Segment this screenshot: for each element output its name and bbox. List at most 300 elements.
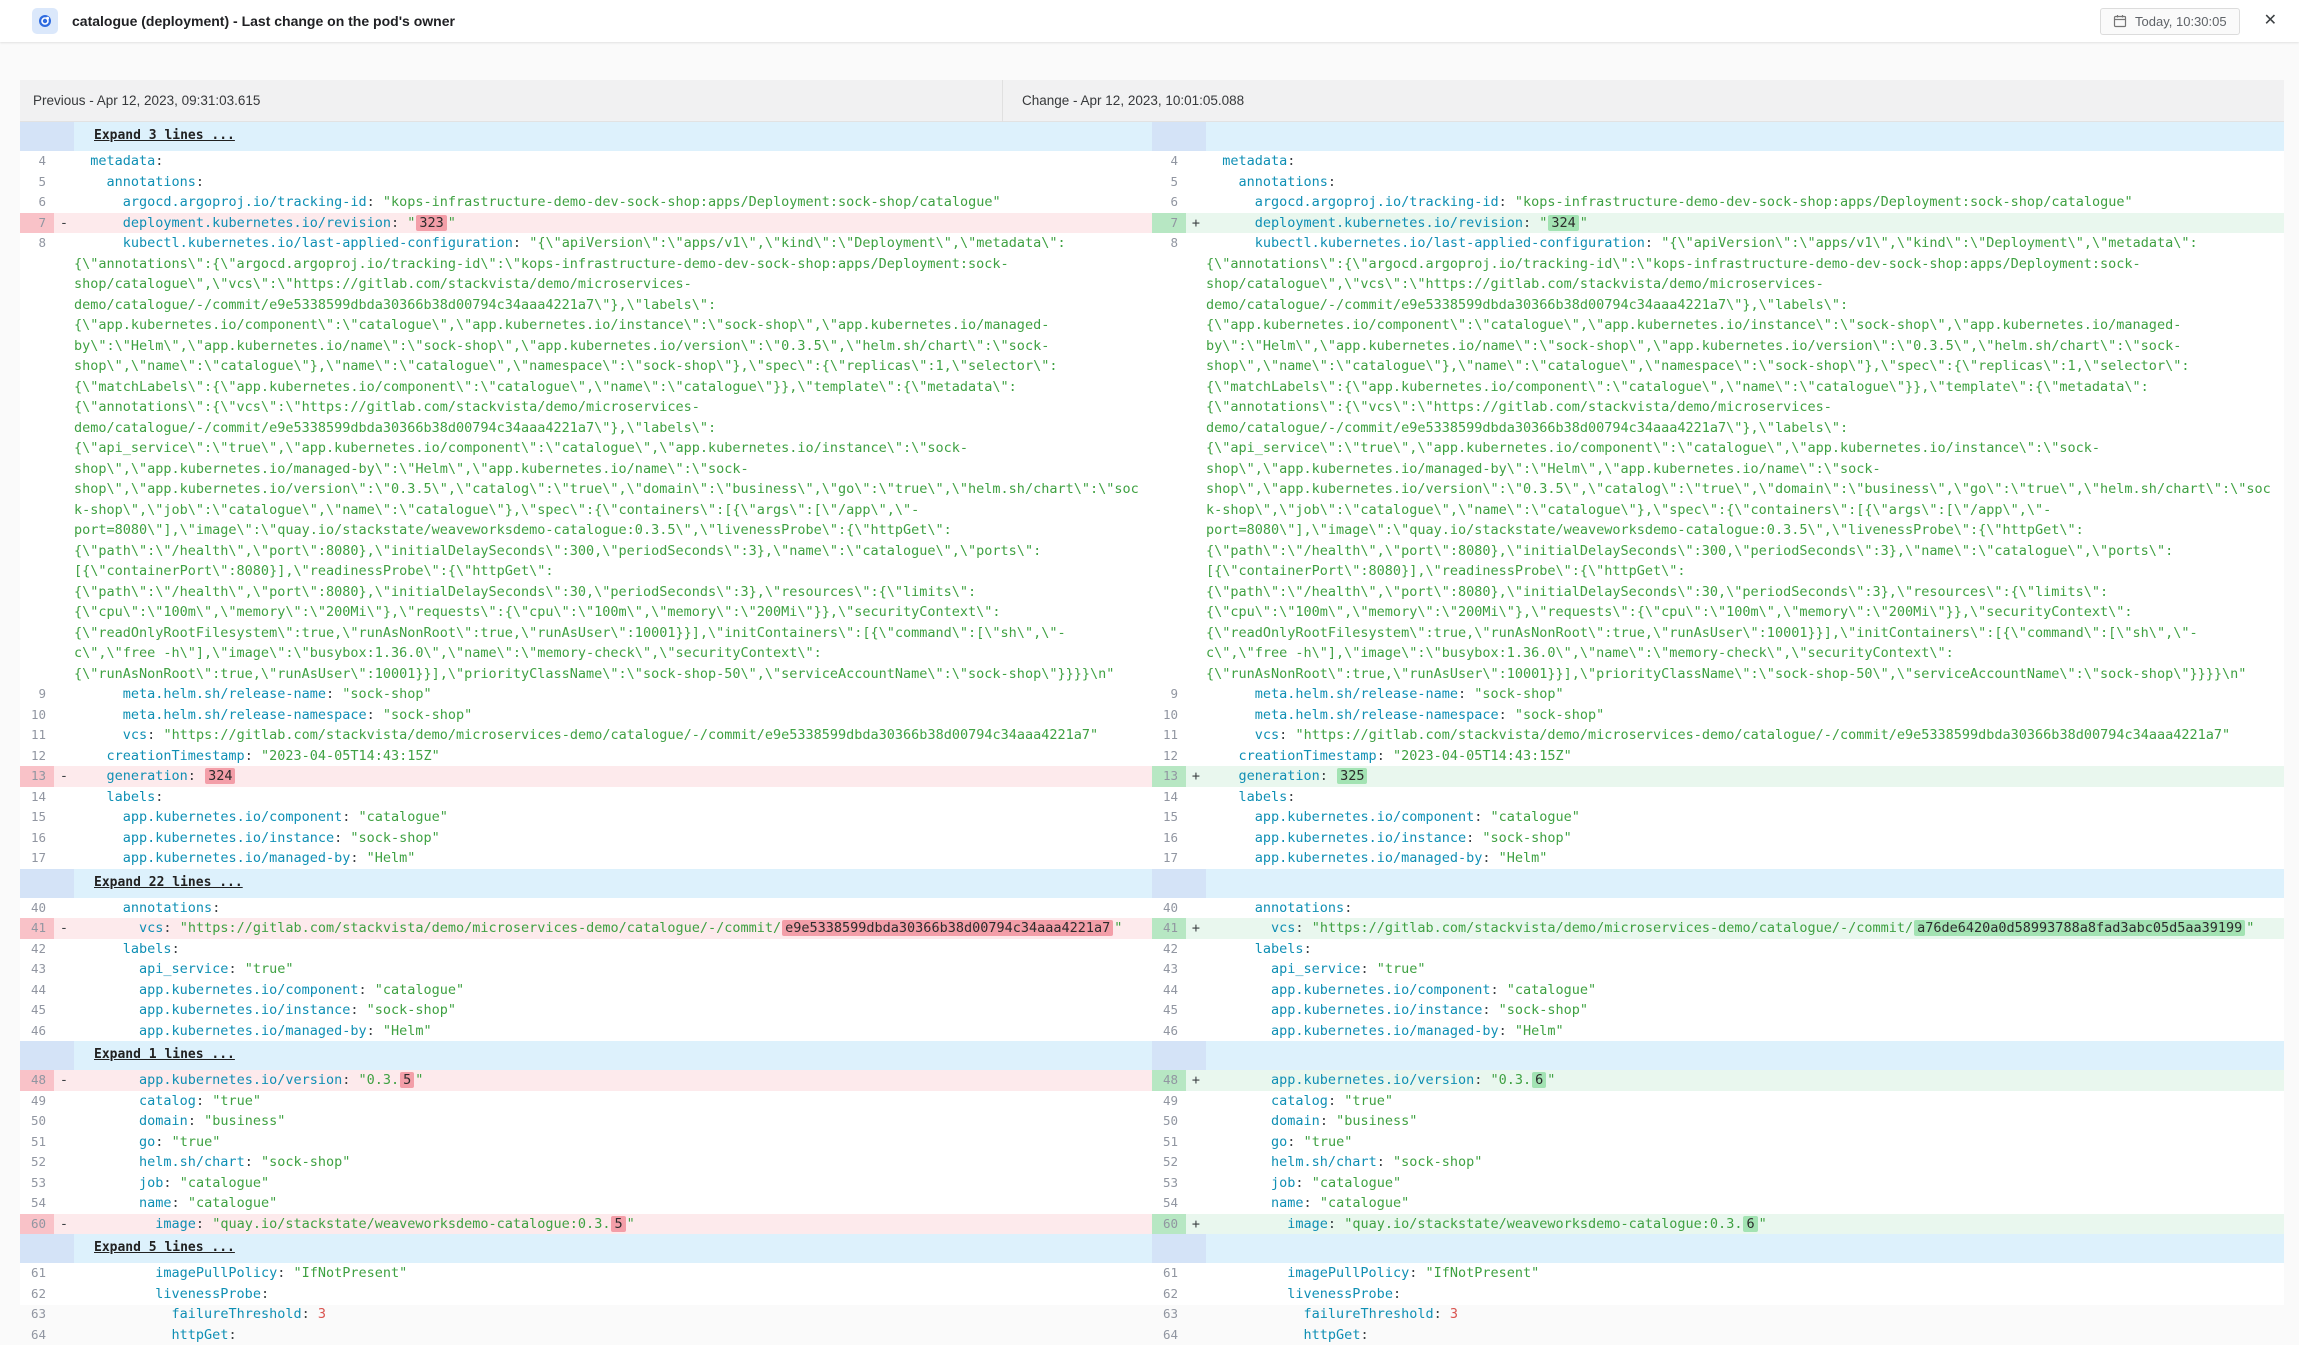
diff-marker xyxy=(1186,705,1206,726)
line-number: 52 xyxy=(20,1152,54,1173)
previous-version-title: Previous - Apr 12, 2023, 09:31:03.615 xyxy=(33,80,260,122)
diff-row xyxy=(20,766,2284,787)
diff-row xyxy=(20,828,2284,849)
context-line xyxy=(20,684,1152,705)
diff-marker xyxy=(1186,192,1206,213)
context-line xyxy=(1152,233,2284,684)
code-line: catalog: "true" xyxy=(74,1091,1152,1112)
diff-highlight: 6 xyxy=(1532,1072,1546,1088)
diff-highlight: 324 xyxy=(1548,215,1578,231)
line-number: 40 xyxy=(20,898,54,919)
diff-marker xyxy=(1186,787,1206,808)
expand-left-half xyxy=(74,1041,1152,1070)
code-line: annotations: xyxy=(1206,172,2284,193)
expand-lines-link[interactable]: Expand 5 lines ... xyxy=(94,1238,235,1259)
context-line xyxy=(20,980,1152,1001)
titles-divider xyxy=(1002,80,1003,122)
diff-row xyxy=(20,1284,2284,1305)
diff-row xyxy=(20,1263,2284,1284)
close-icon[interactable]: ✕ xyxy=(2258,9,2283,33)
time-picker-label: Today, 10:30:05 xyxy=(2135,14,2227,29)
code-line: imagePullPolicy: "IfNotPresent" xyxy=(1206,1263,2284,1284)
context-line xyxy=(1152,787,2284,808)
modal-title: catalogue (deployment) - Last change on the pod's owner xyxy=(72,13,455,29)
diff-highlight: 323 xyxy=(416,215,446,231)
diff-marker xyxy=(54,705,74,726)
code-line: go: "true" xyxy=(74,1132,1152,1153)
code-line: vcs: "https://gitlab.com/stackvista/demo/microservices-demo/catalogue/-/commit/ a76de6420a0d58993788a8fad3abc05d5aa39199 " xyxy=(1206,918,2284,939)
line-number: 12 xyxy=(1152,746,1186,767)
code-line: generation: 325 xyxy=(1206,766,2284,787)
line-number: 42 xyxy=(20,939,54,960)
line-number: 13 xyxy=(1152,766,1186,787)
context-line xyxy=(20,1132,1152,1153)
line-number: 53 xyxy=(20,1173,54,1194)
diff-marker xyxy=(1186,233,1206,684)
context-line xyxy=(1152,151,2284,172)
code-line: app.kubernetes.io/managed-by: "Helm" xyxy=(1206,848,2284,869)
code-line: deployment.kubernetes.io/revision: " 324 " xyxy=(1206,213,2284,234)
diff-marker xyxy=(54,848,74,869)
diff-row xyxy=(20,1070,2284,1091)
diff-row xyxy=(20,1304,2284,1325)
code-line: job: "catalogue" xyxy=(74,1173,1152,1194)
context-line xyxy=(1152,1263,2284,1284)
stackstate-logo-icon xyxy=(32,8,58,34)
code-line: app.kubernetes.io/component: "catalogue" xyxy=(74,980,1152,1001)
expand-left-half xyxy=(74,869,1152,898)
diff-marker xyxy=(54,787,74,808)
diff-marker: + xyxy=(1186,766,1206,787)
diff-marker xyxy=(54,1325,74,1345)
context-line xyxy=(20,1304,1152,1325)
context-line xyxy=(20,746,1152,767)
diff-marker xyxy=(1186,1325,1206,1345)
diff-marker xyxy=(54,807,74,828)
code-line: metadata: xyxy=(1206,151,2284,172)
code-line: meta.helm.sh/release-name: "sock-shop" xyxy=(74,684,1152,705)
diff-marker xyxy=(1186,151,1206,172)
code-line: app.kubernetes.io/component: "catalogue" xyxy=(1206,980,2284,1001)
diff-row xyxy=(20,233,2284,684)
diff-marker: - xyxy=(54,213,74,234)
diff-marker xyxy=(54,1284,74,1305)
diff-row xyxy=(20,1091,2284,1112)
code-line: app.kubernetes.io/version: "0.3. 5 " xyxy=(74,1070,1152,1091)
context-line xyxy=(1152,939,2284,960)
expand-lines-link[interactable]: Expand 3 lines ... xyxy=(94,126,235,147)
code-line: catalog: "true" xyxy=(1206,1091,2284,1112)
diff-marker xyxy=(54,1091,74,1112)
diff-marker xyxy=(1186,828,1206,849)
code-line: domain: "business" xyxy=(1206,1111,2284,1132)
diff-marker xyxy=(1186,1111,1206,1132)
code-line: job: "catalogue" xyxy=(1206,1173,2284,1194)
context-line xyxy=(1152,1173,2284,1194)
context-line xyxy=(20,898,1152,919)
context-line xyxy=(1152,746,2284,767)
diff-row xyxy=(20,787,2284,808)
diff-marker xyxy=(54,1132,74,1153)
diff-titles-bar xyxy=(20,80,2284,122)
expand-row xyxy=(20,869,2284,898)
line-number: 43 xyxy=(1152,959,1186,980)
diff-marker xyxy=(1186,1193,1206,1214)
code-line: labels: xyxy=(74,787,1152,808)
code-line: app.kubernetes.io/instance: "sock-shop" xyxy=(1206,1000,2284,1021)
added-line xyxy=(1152,1070,2284,1091)
diff-highlight: a76de6420a0d58993788a8fad3abc05d5aa39199 xyxy=(1914,920,2245,936)
code-line: failureThreshold: 3 xyxy=(1206,1304,2284,1325)
diff-row xyxy=(20,705,2284,726)
diff-highlight: 325 xyxy=(1337,768,1367,784)
code-line: meta.helm.sh/release-namespace: "sock-shop" xyxy=(74,705,1152,726)
context-line xyxy=(20,828,1152,849)
expand-left-half xyxy=(74,122,1152,151)
diff-marker: - xyxy=(54,918,74,939)
line-number: 46 xyxy=(20,1021,54,1042)
expand-row xyxy=(20,1234,2284,1263)
removed-line xyxy=(20,1214,1152,1235)
code-line: creationTimestamp: "2023-04-05T14:43:15Z" xyxy=(74,746,1152,767)
modal-header xyxy=(0,0,2299,42)
line-number: 15 xyxy=(20,807,54,828)
expand-gutter xyxy=(20,122,74,151)
diff-row xyxy=(20,1173,2284,1194)
line-number: 60 xyxy=(20,1214,54,1235)
diff-marker xyxy=(54,828,74,849)
context-line xyxy=(1152,172,2284,193)
expand-gutter xyxy=(20,1234,74,1263)
line-number: 51 xyxy=(1152,1132,1186,1153)
diff-row xyxy=(20,939,2284,960)
removed-line xyxy=(20,918,1152,939)
line-number: 9 xyxy=(1152,684,1186,705)
code-line: app.kubernetes.io/managed-by: "Helm" xyxy=(1206,1021,2284,1042)
context-line xyxy=(1152,1091,2284,1112)
line-number: 4 xyxy=(20,151,54,172)
expand-lines-link[interactable]: Expand 1 lines ... xyxy=(94,1045,235,1066)
diff-row xyxy=(20,980,2284,1001)
code-line: api_service: "true" xyxy=(74,959,1152,980)
diff-marker xyxy=(1186,959,1206,980)
context-line xyxy=(1152,1111,2284,1132)
line-number: 44 xyxy=(1152,980,1186,1001)
code-line: app.kubernetes.io/instance: "sock-shop" xyxy=(74,1000,1152,1021)
code-line: annotations: xyxy=(74,172,1152,193)
code-line: name: "catalogue" xyxy=(74,1193,1152,1214)
line-number: 41 xyxy=(20,918,54,939)
line-number: 14 xyxy=(1152,787,1186,808)
line-number: 16 xyxy=(20,828,54,849)
diff-marker xyxy=(1186,1173,1206,1194)
expand-row xyxy=(20,122,2284,151)
line-number: 5 xyxy=(20,172,54,193)
line-number: 8 xyxy=(20,233,54,684)
line-number: 49 xyxy=(20,1091,54,1112)
code-line: livenessProbe: xyxy=(74,1284,1152,1305)
context-line xyxy=(20,1111,1152,1132)
diff-marker xyxy=(54,233,74,684)
added-line xyxy=(1152,1214,2284,1235)
diff-marker xyxy=(54,980,74,1001)
diff-marker xyxy=(54,1152,74,1173)
expand-lines-link[interactable]: Expand 22 lines ... xyxy=(94,873,243,894)
line-number: 16 xyxy=(1152,828,1186,849)
diff-row xyxy=(20,898,2284,919)
context-line xyxy=(1152,1325,2284,1345)
diff-marker xyxy=(1186,746,1206,767)
diff-marker xyxy=(1186,980,1206,1001)
expand-right-half xyxy=(1206,122,2284,151)
line-number: 61 xyxy=(20,1263,54,1284)
diff-marker xyxy=(1186,898,1206,919)
expand-row xyxy=(20,1041,2284,1070)
diff-marker xyxy=(54,939,74,960)
context-line xyxy=(1152,848,2284,869)
context-line xyxy=(20,725,1152,746)
diff-marker xyxy=(54,172,74,193)
diff-row xyxy=(20,848,2284,869)
diff-marker xyxy=(54,1173,74,1194)
code-line: generation: 324 xyxy=(74,766,1152,787)
context-line xyxy=(20,1152,1152,1173)
line-number: 44 xyxy=(20,980,54,1001)
diff-marker: + xyxy=(1186,1214,1206,1235)
line-number: 10 xyxy=(20,705,54,726)
code-line: kubectl.kubernetes.io/last-applied-configuration: "{\"apiVersion\":\"apps/v1\",\"kind\":\"Deployment\",\"metadata\":{\"annotations\":{\"argocd.argoproj.io/tracking-id\":\"kops-infrastructure-demo-dev-sock-shop:apps/Deployment:sock-shop/catalogue\",\"vcs\":\"https://gitlab.com/stackvista/demo/microservices-demo/catalogue/-/commit/e9e5338599dbda30366b38d00794c34aaa4221a7\"},\"labels\":{\"app.kubernetes.io/component\":\"catalogue\",\"app.kubernetes.io/instance\":\"sock-shop\",\"app.kubernetes.io/managed-by\":\"Helm\",\"app.kubernetes.io/name\":\"sock-shop\",\"app.kubernetes.io/version\":\"0.3.5\",\"helm.sh/chart\":\"sock-shop\",\"name\":\"catalogue\"},\"name\":\"catalogue\",\"namespace\":\"sock-shop\"},\"spec\":{\"replicas\":1,\"selector\":{\"matchLabels\":{\"app.kubernetes.io/component\":\"catalogue\",\"name\":\"catalogue\"}},\"template\":{\"metadata\":{\"annotations\":{\"vcs\":\"https://gitlab.com/stackvista/demo/microservices-demo/catalogue/-/commit/e9e5338599dbda30366b38d00794c34aaa4221a7\"},\"labels\":{\"api_service\":\"true\",\"app.kubernetes.io/component\":\"catalogue\",\"app.kubernetes.io/instance\":\"sock-shop\",\"app.kubernetes.io/managed-by\":\"Helm\",\"app.kubernetes.io/name\":\"sock-shop\",\"app.kubernetes.io/version\":\"0.3.5\",\"catalog\":\"true\",\"domain\":\"business\",\"go\":\"true\",\"helm.sh/chart\":\"sock-shop\",\"job\":\"catalogue\",\"name\":\"catalogue\"},\"spec\":{\"containers\":[{\"args\":[\"/app\",\"-port=8080\"],\"image\":\"quay.io/stackstate/weaveworksdemo-catalogue:0.3.5\",\"livenessProbe\":{\"httpGet\":{\"path\":\"/health\",\"port\":8080},\"initialDelaySeconds\":300,\"periodSeconds\":3},\"name\":\"catalogue\",\"ports\":[{\"containerPort\":8080}],\"readinessProbe\":{\"httpGet\":{\"path\":\"/health\",\"port\":8080},\"initialDelaySeconds\":30,\"periodSeconds\":3},\"resources\":{\"limits\":{\"cpu\":\"100m\",\"memory\":\"200Mi\"},\"requests\":{\"cpu\":\"100m\",\"memory\":\"200Mi\"}},\"securityContext\":{\"readOnlyRootFilesystem\":true,\"runAsNonRoot\":true,\"runAsUser\":10001}}],\"initContainers\":[{\"command\":[\"sh\",\"-c\",\"free -h\"],\"image\":\"busybox:1.36.0\",\"name\":\"memory-check\",\"securityContext\":{\"runAsNonRoot\":true,\"runAsUser\":10001}}],\"priorityClassName\":\"sock-shop-50\",\"serviceAccountName\":\"sock-shop\"}}}}\n" xyxy=(1206,233,2284,684)
context-line xyxy=(1152,828,2284,849)
line-number: 45 xyxy=(20,1000,54,1021)
context-line xyxy=(1152,1193,2284,1214)
diff-highlight: 5 xyxy=(611,1216,625,1232)
code-line: app.kubernetes.io/managed-by: "Helm" xyxy=(74,1021,1152,1042)
line-number: 62 xyxy=(20,1284,54,1305)
diff-row xyxy=(20,725,2284,746)
diff-row xyxy=(20,172,2284,193)
diff-card xyxy=(20,80,2284,1305)
code-line: labels: xyxy=(1206,939,2284,960)
code-line: meta.helm.sh/release-name: "sock-shop" xyxy=(1206,684,2284,705)
code-line: argocd.argoproj.io/tracking-id: "kops-infrastructure-demo-dev-sock-shop:apps/Deployment:sock-shop/catalogue" xyxy=(1206,192,2284,213)
expand-right-half xyxy=(1206,1041,2284,1070)
context-line xyxy=(20,1193,1152,1214)
diff-marker xyxy=(54,1193,74,1214)
diff-row xyxy=(20,1193,2284,1214)
code-line: app.kubernetes.io/component: "catalogue" xyxy=(74,807,1152,828)
diff-row xyxy=(20,1325,2284,1345)
diff-marker xyxy=(54,1263,74,1284)
diff-marker xyxy=(54,959,74,980)
diff-row xyxy=(20,1132,2284,1153)
context-line xyxy=(1152,1304,2284,1325)
code-line: image: "quay.io/stackstate/weaveworksdemo-catalogue:0.3. 5 " xyxy=(74,1214,1152,1235)
diff-marker xyxy=(54,151,74,172)
code-line: app.kubernetes.io/component: "catalogue" xyxy=(1206,807,2284,828)
diff-marker xyxy=(1186,1263,1206,1284)
diff-row xyxy=(20,918,2284,939)
context-line xyxy=(1152,1132,2284,1153)
line-number: 45 xyxy=(1152,1000,1186,1021)
diff-marker xyxy=(1186,1132,1206,1153)
context-line xyxy=(20,705,1152,726)
context-line xyxy=(1152,980,2284,1001)
diff-marker: + xyxy=(1186,213,1206,234)
diff-marker xyxy=(1186,172,1206,193)
context-line xyxy=(1152,959,2284,980)
code-line: livenessProbe: xyxy=(1206,1284,2284,1305)
diff-row xyxy=(20,959,2284,980)
calendar-icon xyxy=(2113,14,2127,28)
diff-marker xyxy=(1186,939,1206,960)
diff-row xyxy=(20,1152,2284,1173)
line-number: 54 xyxy=(1152,1193,1186,1214)
expand-right-half xyxy=(1206,869,2284,898)
line-number: 14 xyxy=(20,787,54,808)
context-line xyxy=(1152,898,2284,919)
context-line xyxy=(20,939,1152,960)
code-line: app.kubernetes.io/instance: "sock-shop" xyxy=(74,828,1152,849)
line-number: 42 xyxy=(1152,939,1186,960)
added-line xyxy=(1152,213,2284,234)
code-line: helm.sh/chart: "sock-shop" xyxy=(1206,1152,2284,1173)
line-number: 60 xyxy=(1152,1214,1186,1235)
diff-marker xyxy=(1186,1021,1206,1042)
diff-marker xyxy=(54,1021,74,1042)
diff-marker: - xyxy=(54,1070,74,1091)
code-line: go: "true" xyxy=(1206,1132,2284,1153)
code-line: app.kubernetes.io/version: "0.3. 6 " xyxy=(1206,1070,2284,1091)
context-line xyxy=(1152,1152,2284,1173)
code-line: helm.sh/chart: "sock-shop" xyxy=(74,1152,1152,1173)
code-line: image: "quay.io/stackstate/weaveworksdemo-catalogue:0.3. 6 " xyxy=(1206,1214,2284,1235)
code-line: failureThreshold: 3 xyxy=(74,1304,1152,1325)
line-number: 7 xyxy=(1152,213,1186,234)
diff-marker xyxy=(54,746,74,767)
context-line xyxy=(20,192,1152,213)
diff-marker xyxy=(1186,1091,1206,1112)
diff-row xyxy=(20,192,2284,213)
context-line xyxy=(20,1263,1152,1284)
diff-marker xyxy=(54,1000,74,1021)
line-number: 40 xyxy=(1152,898,1186,919)
context-line xyxy=(20,172,1152,193)
line-number: 53 xyxy=(1152,1173,1186,1194)
diff-marker xyxy=(1186,807,1206,828)
diff-row xyxy=(20,746,2284,767)
code-line: argocd.argoproj.io/tracking-id: "kops-infrastructure-demo-dev-sock-shop:apps/Deployment:sock-shop/catalogue" xyxy=(74,192,1152,213)
line-number: 43 xyxy=(20,959,54,980)
context-line xyxy=(20,787,1152,808)
diff-highlight: 5 xyxy=(400,1072,414,1088)
expand-gutter xyxy=(20,1041,74,1070)
code-line: metadata: xyxy=(74,151,1152,172)
code-line: vcs: "https://gitlab.com/stackvista/demo/microservices-demo/catalogue/-/commit/e9e5338599dbda30366b38d00794c34aaa4221a7" xyxy=(1206,725,2284,746)
code-line: httpGet: xyxy=(1206,1325,2284,1345)
expand-right-half xyxy=(1206,1234,2284,1263)
diff-marker: - xyxy=(54,766,74,787)
diff-marker xyxy=(1186,848,1206,869)
line-number: 41 xyxy=(1152,918,1186,939)
context-line xyxy=(20,1091,1152,1112)
line-number: 6 xyxy=(1152,192,1186,213)
diff-row xyxy=(20,1021,2284,1042)
code-line: app.kubernetes.io/instance: "sock-shop" xyxy=(1206,828,2284,849)
line-number: 49 xyxy=(1152,1091,1186,1112)
context-line xyxy=(1152,684,2284,705)
line-number: 51 xyxy=(20,1132,54,1153)
line-number: 54 xyxy=(20,1193,54,1214)
code-line: deployment.kubernetes.io/revision: " 323 " xyxy=(74,213,1152,234)
time-picker-button[interactable] xyxy=(2100,8,2240,35)
context-line xyxy=(20,959,1152,980)
line-number: 11 xyxy=(1152,725,1186,746)
code-line: labels: xyxy=(1206,787,2284,808)
code-line: app.kubernetes.io/managed-by: "Helm" xyxy=(74,848,1152,869)
expand-left-half xyxy=(74,1234,1152,1263)
line-number: 17 xyxy=(20,848,54,869)
code-line: name: "catalogue" xyxy=(1206,1193,2284,1214)
diff-marker xyxy=(1186,1284,1206,1305)
line-number: 12 xyxy=(20,746,54,767)
context-line xyxy=(1152,1284,2284,1305)
context-line xyxy=(20,1000,1152,1021)
diff-marker xyxy=(1186,1304,1206,1325)
code-line: vcs: "https://gitlab.com/stackvista/demo/microservices-demo/catalogue/-/commit/e9e5338599dbda30366b38d00794c34aaa4221a7" xyxy=(74,725,1152,746)
diff-marker xyxy=(54,1111,74,1132)
diff-marker xyxy=(1186,684,1206,705)
line-number: 8 xyxy=(1152,233,1186,684)
diff-marker xyxy=(54,192,74,213)
line-number: 11 xyxy=(20,725,54,746)
expand-gutter xyxy=(1152,122,1206,151)
diff-row xyxy=(20,151,2284,172)
line-number: 15 xyxy=(1152,807,1186,828)
diff-marker xyxy=(1186,1152,1206,1173)
code-line: creationTimestamp: "2023-04-05T14:43:15Z" xyxy=(1206,746,2284,767)
change-version-title: Change - Apr 12, 2023, 10:01:05.088 xyxy=(1022,80,1244,122)
line-number: 46 xyxy=(1152,1021,1186,1042)
diff-marker xyxy=(1186,1000,1206,1021)
context-line xyxy=(1152,192,2284,213)
line-number: 4 xyxy=(1152,151,1186,172)
diff-highlight: 324 xyxy=(205,768,235,784)
diff-marker: + xyxy=(1186,1070,1206,1091)
diff-marker: + xyxy=(1186,918,1206,939)
line-number: 50 xyxy=(20,1111,54,1132)
context-line xyxy=(20,1325,1152,1345)
diff-marker xyxy=(54,898,74,919)
diff-row xyxy=(20,1214,2284,1235)
context-line xyxy=(20,848,1152,869)
line-number: 64 xyxy=(1152,1325,1186,1345)
diff-row xyxy=(20,213,2284,234)
diff-marker xyxy=(54,725,74,746)
code-line: httpGet: xyxy=(74,1325,1152,1345)
removed-line xyxy=(20,1070,1152,1091)
diff-marker xyxy=(54,1304,74,1325)
diff-rows[interactable] xyxy=(20,122,2284,1345)
code-line: annotations: xyxy=(74,898,1152,919)
line-number: 63 xyxy=(1152,1304,1186,1325)
diff-row xyxy=(20,1000,2284,1021)
expand-gutter xyxy=(1152,1041,1206,1070)
diff-highlight: e9e5338599dbda30366b38d00794c34aaa4221a7 xyxy=(782,920,1113,936)
removed-line xyxy=(20,766,1152,787)
code-line: labels: xyxy=(74,939,1152,960)
line-number: 48 xyxy=(20,1070,54,1091)
line-number: 17 xyxy=(1152,848,1186,869)
